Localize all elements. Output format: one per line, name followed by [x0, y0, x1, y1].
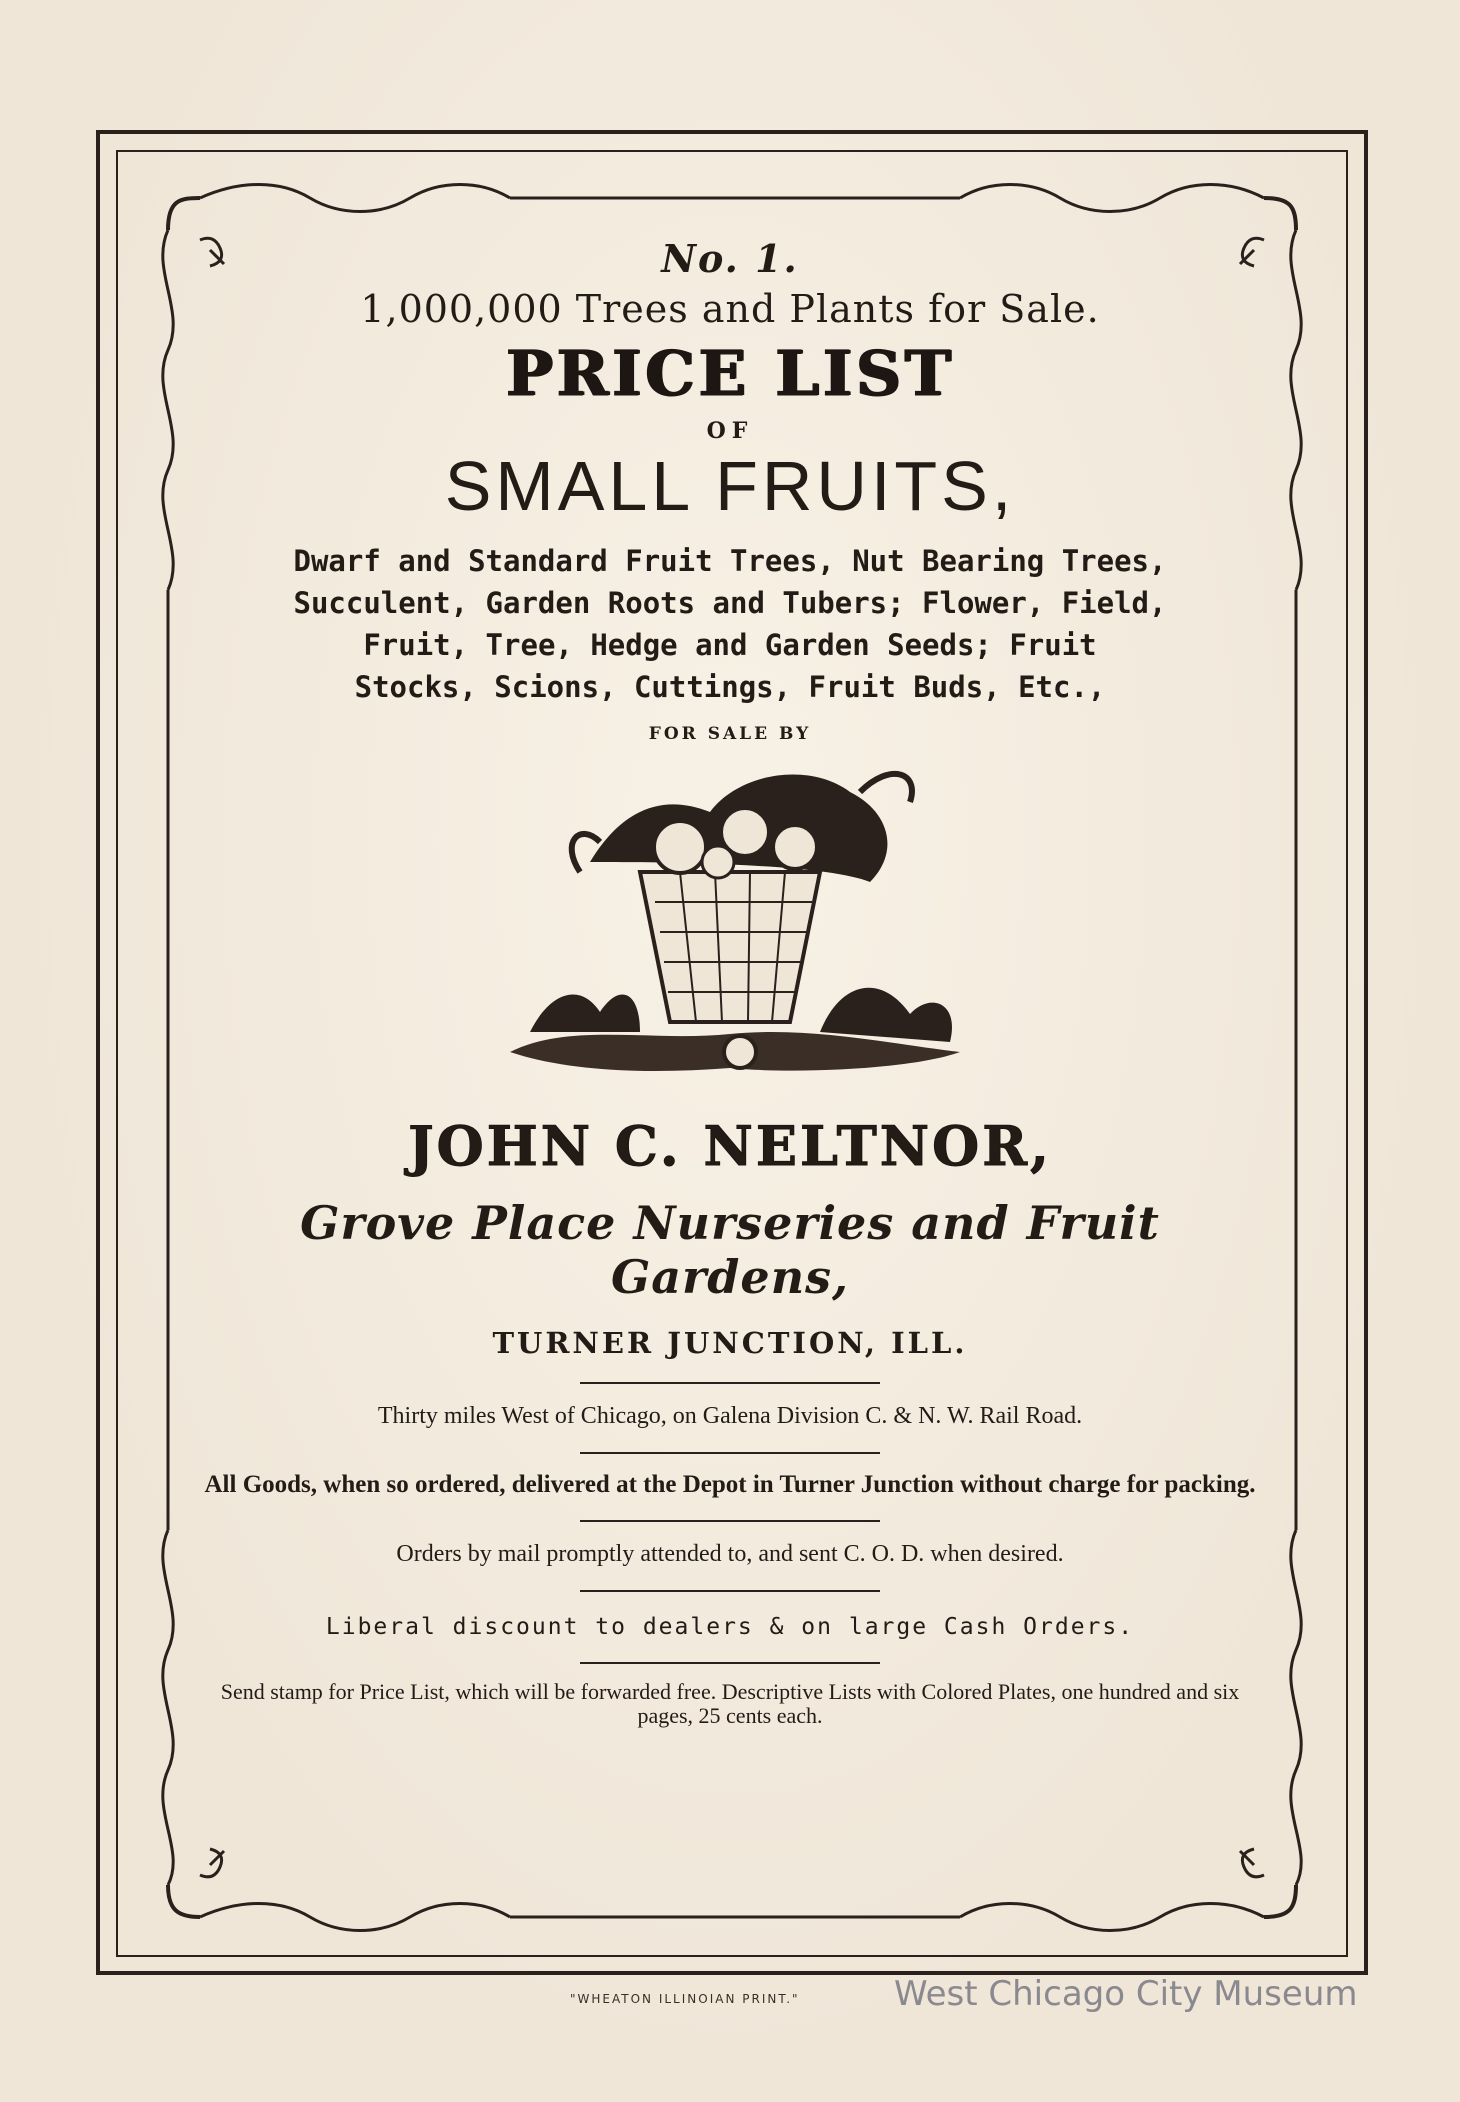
product-line: Fruit, Tree, Hedge and Garden Seeds; Fruit	[363, 628, 1097, 662]
divider	[580, 1662, 880, 1664]
divider	[580, 1520, 880, 1522]
document-number: No. 1.	[661, 236, 799, 281]
price-list-content	[200, 230, 1260, 1728]
title-main: PRICE LIST	[505, 337, 955, 410]
museum-watermark: West Chicago City Museum	[894, 1974, 1358, 2014]
note-delivery: All Goods, when so ordered, delivered at the Depot in Turner Junction without charge for packing.	[204, 1471, 1256, 1498]
divider	[580, 1382, 880, 1384]
seller-location: TURNER JUNCTION, ILL.	[492, 1326, 968, 1360]
product-line: Dwarf and Standard Fruit Trees, Nut Bearing Trees,	[293, 544, 1167, 578]
product-list	[220, 540, 1240, 708]
note-price-list: Send stamp for Price List, which will be forwarded free. Descriptive Lists with Colored Plates, one hundred and six pages, 25 cents each.	[220, 1679, 1240, 1728]
product-line: Stocks, Scions, Cuttings, Fruit Buds, Etc.,	[354, 670, 1106, 704]
printer-credit: "WHEATON ILLINOIAN PRINT."	[570, 1992, 800, 2006]
note-orders: Orders by mail promptly attended to, and sent C. O. D. when desired.	[396, 1541, 1064, 1567]
note-discount: Liberal discount to dealers & on large Cash Orders.	[325, 1614, 1135, 1640]
divider	[580, 1590, 880, 1592]
note-location: Thirty miles West of Chicago, on Galena Division C. & N. W. Rail Road.	[377, 1403, 1083, 1429]
headline: 1,000,000 Trees and Plants for Sale.	[360, 287, 1100, 331]
for-sale-by: FOR SALE BY	[648, 724, 812, 744]
product-line: Succulent, Garden Roots and Tubers; Flower, Field,	[293, 586, 1167, 620]
title-of: OF	[706, 418, 754, 444]
fruit-basket-illustration	[490, 752, 970, 1092]
seller-name: JOHN C. NELTNOR,	[408, 1114, 1052, 1178]
seller-business: Grove Place Nurseries and Fruit Gardens,	[300, 1196, 1160, 1304]
divider	[580, 1452, 880, 1454]
title-sub: SMALL FRUITS,	[444, 447, 1016, 525]
